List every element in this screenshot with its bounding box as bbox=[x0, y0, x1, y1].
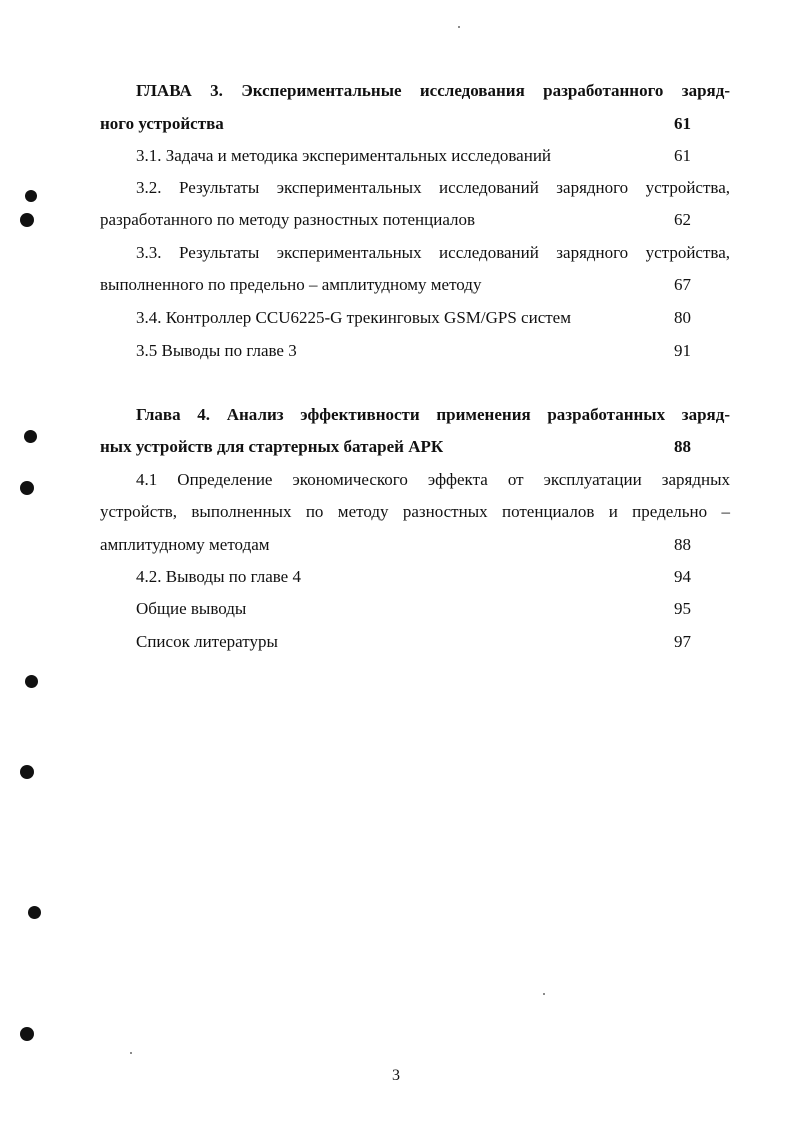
chapter3-heading-line2: ного устройства bbox=[100, 114, 224, 133]
binder-hole bbox=[20, 1027, 34, 1041]
toc-item-3-5-page: 91 bbox=[674, 341, 691, 360]
chapter4-heading-line2: ных устройств для стартерных батарей АРК bbox=[100, 437, 444, 456]
binder-hole bbox=[20, 213, 34, 227]
toc-item-3-3-line1: 3.3. Результаты экспериментальных исследований зарядного устройства, bbox=[136, 243, 730, 262]
chapter3-page: 61 bbox=[674, 114, 691, 133]
toc-item-3-2-line2: разработанного по методу разностных потенциалов bbox=[100, 210, 476, 229]
toc-item-4-1-line1: 4.1 Определение экономического эффекта от эксплуатации зарядных bbox=[136, 470, 730, 489]
toc-item-3-1-page: 61 bbox=[674, 146, 691, 165]
scan-speck bbox=[543, 993, 545, 995]
toc-item-3-1: 3.1. Задача и методика экспериментальных исследований bbox=[136, 146, 552, 165]
chapter4-heading-line1: Глава 4. Анализ эффективности применения разработанных заряд- bbox=[136, 405, 730, 424]
chapter3-heading-line1: ГЛАВА 3. Экспериментальные исследования разработанного заряд- bbox=[136, 81, 730, 100]
toc-item-4-1-line3: амплитудному методам bbox=[100, 535, 270, 554]
binder-hole bbox=[24, 430, 37, 443]
scan-speck bbox=[130, 1052, 132, 1054]
toc-item-4-1-line2: устройств, выполненных по методу разностных потенциалов и предельно – bbox=[100, 502, 730, 521]
toc-item-3-4-page: 80 bbox=[674, 308, 691, 327]
toc-item-3-3-line2: выполненного по предельно – амплитудному методу bbox=[100, 275, 482, 294]
toc-item-references: Список литературы bbox=[136, 632, 278, 651]
page-number: 3 bbox=[392, 1067, 400, 1084]
binder-hole bbox=[25, 190, 37, 202]
toc-item-4-2-page: 94 bbox=[674, 567, 691, 586]
scan-speck bbox=[458, 26, 460, 28]
toc-item-general-conclusions: Общие выводы bbox=[136, 599, 247, 618]
toc-item-3-2-line1: 3.2. Результаты экспериментальных исследований зарядного устройства, bbox=[136, 178, 730, 197]
binder-hole bbox=[28, 906, 41, 919]
chapter4-page: 88 bbox=[674, 437, 691, 456]
binder-hole bbox=[25, 675, 38, 688]
binder-hole bbox=[20, 481, 34, 495]
toc-item-4-2: 4.2. Выводы по главе 4 bbox=[136, 567, 301, 586]
toc-item-references-page: 97 bbox=[674, 632, 691, 651]
toc-item-3-4: 3.4. Контроллер CCU6225-G трекинговых GSM/GPS систем bbox=[136, 308, 571, 327]
toc-item-general-conclusions-page: 95 bbox=[674, 599, 691, 618]
toc-item-4-1-page: 88 bbox=[674, 535, 691, 554]
binder-hole bbox=[20, 765, 34, 779]
toc-item-3-5: 3.5 Выводы по главе 3 bbox=[136, 341, 297, 360]
toc-item-3-3-page: 67 bbox=[674, 275, 691, 294]
toc-item-3-2-page: 62 bbox=[674, 210, 691, 229]
